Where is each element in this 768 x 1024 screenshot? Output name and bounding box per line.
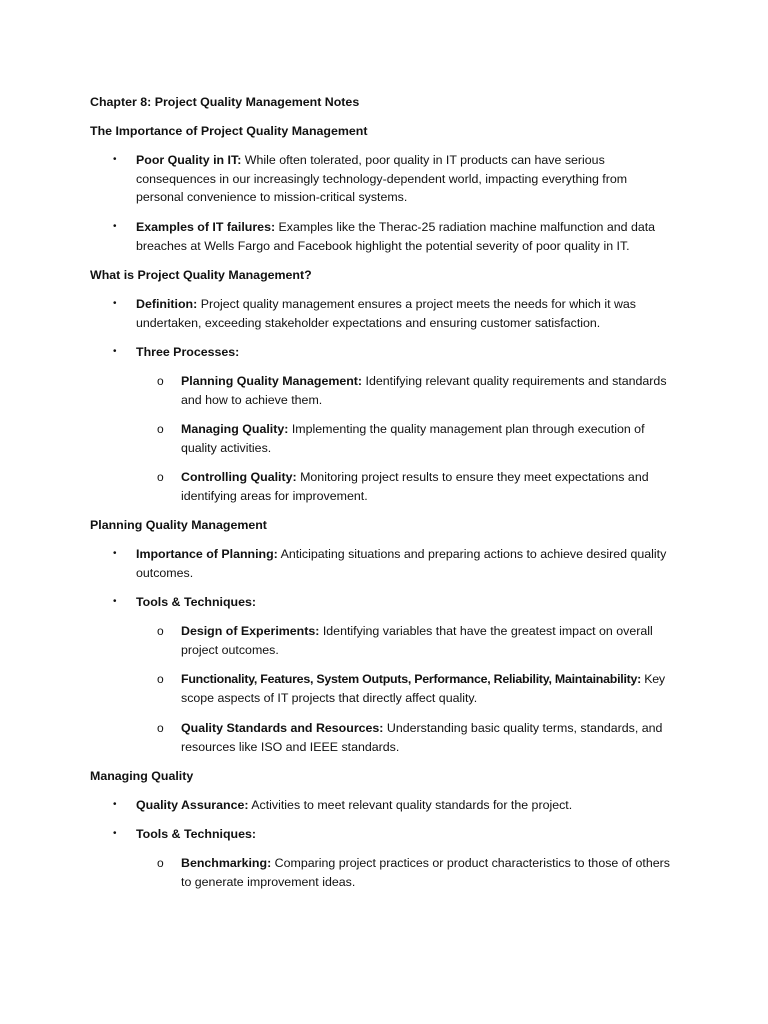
list-item-quality-assurance: Quality Assurance: Activities to meet relevant quality standards for the project. [136,798,573,812]
item-label: Managing Quality: [181,422,289,436]
sub-bullet-icon: o [157,624,164,638]
list-item-three-processes [136,344,239,360]
heading-managing: Managing Quality [90,769,194,783]
sub-item-controlling-quality: Controlling Quality: Monitoring project results to ensure they meet expectations and [181,470,649,484]
sub-item-text: to generate improvement ideas. [181,875,356,889]
list-item-examples: Examples of IT failures: Examples like the Therac-25 radiation machine malfunction and data [136,220,656,234]
list-item-tools-planning [136,594,256,610]
list-item-importance-planning: Importance of Planning: Anticipating situations and preparing actions to achieve desired quality [136,547,667,561]
item-label: Tools & Techniques: [136,595,257,609]
bullet-icon: • [113,298,117,309]
sub-item-text: quality activities. [181,441,272,455]
sub-item-text: and how to achieve them. [181,393,323,407]
heading-importance: The Importance of Project Quality Management [90,124,368,138]
sub-item-text: resources like ISO and IEEE standards. [181,740,400,754]
sub-item-text: scope aspects of IT projects that directly affect quality. [181,691,478,705]
sub-item-planning-qm: Planning Quality Management: Identifying relevant quality requirements and standards [181,374,667,388]
sub-bullet-icon: o [157,422,164,436]
item-label: Examples of IT failures: [136,220,276,234]
bullet-icon: • [113,548,117,559]
bullet-icon: • [113,221,117,232]
item-label: Planning Quality Management: [181,374,363,388]
bullet-icon: • [113,799,117,810]
bullet-icon: • [113,154,117,165]
item-label: Quality Assurance: [136,798,249,812]
bullet-icon: • [113,346,117,357]
item-label: Quality Standards and Resources: [181,721,384,735]
sub-item-design-of-experiments: Design of Experiments: Identifying variables that have the greatest impact on overall [181,624,653,638]
list-item-text: undertaken, exceeding stakeholder expectations and ensuring customer satisfaction. [136,316,601,330]
bullet-icon: • [113,596,117,607]
bullet-icon: • [113,828,117,839]
list-item-poor-quality: Poor Quality in IT: While often tolerated, poor quality in IT products can have serious [136,153,605,167]
sub-bullet-icon: o [157,721,164,735]
sub-bullet-icon: o [157,856,164,870]
item-label: Benchmarking: [181,856,272,870]
item-label: Tools & Techniques: [136,827,257,841]
sub-item-benchmarking: Benchmarking: Comparing project practices or product characteristics to those of others [181,856,670,870]
item-label: Three Processes: [136,345,240,359]
list-item-text: consequences in our increasingly technology-dependent world, impacting everything from [136,172,628,186]
sub-bullet-icon: o [157,374,164,388]
sub-item-functionality: Functionality, Features, System Outputs, Performance, Reliability, Maintainability: Key [181,672,665,686]
sub-item-managing-quality: Managing Quality: Implementing the quality management plan through execution of [181,422,645,436]
list-item-text: personal convenience to mission-critical systems. [136,190,408,204]
sub-item-text: identifying areas for improvement. [181,489,368,503]
heading-planning: Planning Quality Management [90,518,267,532]
item-label: Importance of Planning: [136,547,278,561]
list-item-definition: Definition: Project quality management ensures a project meets the needs for which it was [136,297,636,311]
sub-bullet-icon: o [157,672,164,686]
list-item-text: breaches at Wells Fargo and Facebook highlight the potential severity of poor quality in IT. [136,239,630,253]
item-label: Functionality, Features, System Outputs, Performance, Reliability, Maintainability: [181,672,642,686]
sub-bullet-icon: o [157,470,164,484]
item-label: Poor Quality in IT: [136,153,242,167]
item-label: Design of Experiments: [181,624,320,638]
list-item-text: outcomes. [136,566,194,580]
sub-item-text: project outcomes. [181,643,279,657]
item-label: Controlling Quality: [181,470,297,484]
heading-what-is: What is Project Quality Management? [90,268,312,282]
document-title: Chapter 8: Project Quality Management Notes [90,95,360,109]
sub-item-quality-standards: Quality Standards and Resources: Understanding basic quality terms, standards, and [181,721,663,735]
list-item-tools-managing [136,826,256,842]
item-label: Definition: [136,297,198,311]
